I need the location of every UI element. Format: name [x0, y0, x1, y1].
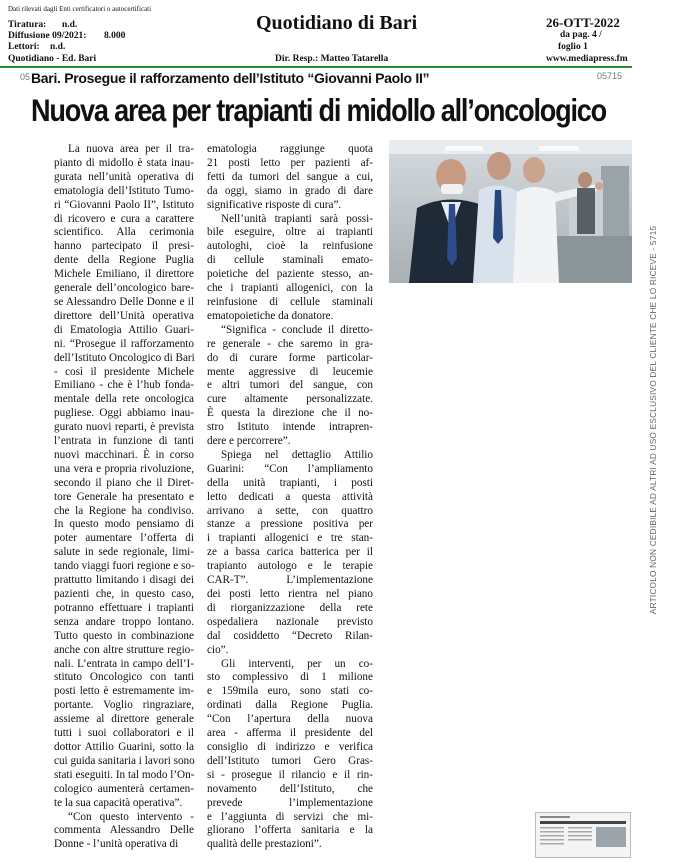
- article-line: 21 posti letto per pazienti af-: [207, 156, 373, 169]
- article-line: di ricovero e cura a carattere: [54, 212, 194, 225]
- article-line: mentale della rete oncologica: [54, 393, 194, 406]
- headline: Nuova area per trapianti di midollo all’oncologico: [31, 92, 607, 128]
- article-line: e altri tumori del sangue, con: [207, 379, 373, 392]
- article-line: cure altamente personalizzate.: [207, 393, 373, 406]
- article-line: hanno partecipato il presi-: [54, 240, 194, 253]
- article-line: Tutto questo in combinazione: [54, 629, 194, 642]
- article-photo: [389, 140, 632, 283]
- article-column-1: [54, 143, 194, 852]
- article-line: consiglio di indirizzo e verifica: [207, 740, 373, 753]
- article-line: tando viaggi fuori regione e so-: [54, 560, 195, 573]
- article-line: prattutto limitando i disagi dei: [54, 574, 194, 587]
- article-line: ordinati dalla Regione Puglia.: [207, 699, 373, 712]
- article-line: salute in sede regionale, limi-: [54, 546, 194, 559]
- diffusione-label: Diffusione 09/2021:: [8, 31, 87, 41]
- article-line: stati eseguiti. In tal modo l’On-: [54, 768, 195, 781]
- article-line: tutti i suoi collaboratori e il: [54, 727, 194, 740]
- article-line: CAR-T”. L’implementazione: [207, 574, 373, 587]
- article-line: stanze a pressione positiva per: [207, 518, 373, 531]
- article-line: autologhi, cioè la reinfusione: [207, 240, 373, 253]
- article-line: prevede l’implementazione: [207, 796, 373, 809]
- article-line: dere e percorrere”.: [207, 435, 291, 448]
- article-line: reinfusione di cellule staminali: [207, 295, 373, 308]
- article-line: l’entrata in funzione di tanti: [54, 435, 194, 448]
- code-right: 05715: [597, 71, 623, 81]
- article-line: re generale - che saremo in gra-: [207, 337, 373, 350]
- article-line: arrivano a sette, con quattro: [207, 504, 373, 517]
- source-note: Dati rilevati dagli Enti certificatori o autocertificati: [8, 5, 152, 13]
- page-number: da pag. 4 /: [560, 30, 602, 40]
- article-line: La nuova area per il tra-: [68, 143, 194, 155]
- article-line: trapianto autologo e le terapie: [207, 560, 373, 573]
- article-line: direttore dell’Unità operativa: [54, 309, 194, 322]
- lettori-value: n.d.: [50, 42, 66, 52]
- article-line: novamento dell’Istituto, che: [207, 782, 373, 795]
- tiratura-value: n.d.: [62, 20, 78, 30]
- article-line: dell’Istituto Oncologico di Bari: [54, 351, 195, 364]
- article-line: letto dedicati a questa attività: [207, 490, 373, 503]
- article-line: cologico aumenterà certamen-: [54, 782, 194, 795]
- article-line: gurato nuovi reparti, è prevista: [54, 421, 194, 434]
- director: Dir. Resp.: Matteo Tatarella: [275, 54, 389, 64]
- article-line: tore Generale ha presentato e: [54, 490, 194, 503]
- article-line: area - afferma il presidente del: [207, 727, 373, 740]
- article-line: Gli interventi, per un co-: [221, 657, 373, 670]
- article-line: scientifico. Alla cerimonia: [54, 226, 194, 239]
- article-line: dell’Istituto tumori Gero Gras-: [207, 754, 373, 767]
- article-line: fetti da tumori del sangue a cui,: [207, 170, 373, 183]
- side-copyright-text: ARTICOLO NON CEDIBILE AD ALTRI AD USO ESCLUSIVO DEL CLIENTE CHE LO RICEVE - 5715: [648, 225, 658, 615]
- article-line: di cellule staminali emato-: [207, 254, 373, 267]
- article-line: gurata nell’unità operativa di: [54, 170, 194, 183]
- article-line: “Significa - conclude il diretto-: [221, 323, 373, 336]
- article-line: potranno effettuare i trapianti: [54, 601, 194, 614]
- article-line: secondo il piano che il Diret-: [54, 476, 194, 489]
- tiratura-label: Tiratura:: [8, 20, 47, 30]
- article-line: che la Regione ha condiviso.: [54, 504, 194, 517]
- article-line: gliorano l’offerta sanitaria e la: [207, 824, 373, 837]
- article-line: anche con altre strutture regio-: [54, 643, 194, 656]
- article-line: dente della Regione Puglia: [54, 254, 194, 267]
- article-line: Guarini: “Con l’ampliamento: [207, 462, 373, 475]
- article-line: se Alessandro Delle Donne e il: [54, 295, 194, 308]
- edition-label: Quotidiano - Ed. Bari: [8, 54, 97, 64]
- article-line: posti letto è estremamente im-: [54, 685, 194, 698]
- article-line: qualità delle prestazioni”.: [207, 838, 322, 851]
- thumbnail-illustration: [536, 813, 630, 857]
- header-rule: [0, 66, 632, 68]
- article-line: poietiche del paziente stesso, an-: [207, 268, 373, 281]
- article-line: “Con questo intervento -: [68, 810, 194, 823]
- article-line: - così il presidente Michele: [54, 365, 194, 378]
- diffusione-value: 8.000: [104, 31, 126, 41]
- code-left: 05: [20, 72, 31, 82]
- article-line: e 159mila euro, sono stati co-: [207, 685, 373, 698]
- article-line: portante. Voglio ringraziare,: [54, 699, 194, 712]
- article-line: dal cosiddetto “Decreto Rilan-: [207, 629, 373, 642]
- side-copyright-note: [646, 150, 660, 690]
- article-line: ri “Giovanni Paolo II”, Istituto: [54, 198, 194, 211]
- article-line: ospedaliera nazionale previsto: [207, 615, 373, 628]
- article-line: si - prosegue il rilancio e il rin-: [207, 768, 373, 781]
- article-line: che i trapianti allogenici, con la: [207, 282, 373, 295]
- article-line: “Con l’apertura della nuova: [207, 713, 373, 726]
- lettori-label: Lettori:: [8, 42, 40, 52]
- article-line: cui guida sanitaria i lavori sono: [54, 754, 195, 767]
- article-line: ze a bassa carica batterica per il: [207, 546, 373, 559]
- page-thumbnail: [535, 812, 631, 858]
- article-column-2: [207, 143, 373, 852]
- article-line: Spiega nel dettaglio Attilio: [221, 448, 373, 461]
- article-line: pazienti che, in questo caso,: [54, 588, 194, 600]
- article-line: te la sua capacità operativa”.: [54, 796, 183, 809]
- article-line: Nell’unità trapianti sarà possi-: [221, 212, 373, 225]
- article-line: una vera e propria rivoluzione,: [54, 462, 194, 475]
- article-line: generale dell’oncologico bare-: [54, 282, 194, 295]
- article-line: nali. L’entrata in campo dell’I-: [54, 657, 194, 670]
- article-line: Donne - l’unità operativa di: [54, 838, 179, 851]
- article-line: Michele Emiliano, il direttore: [54, 268, 194, 281]
- article-line: Emiliano - che è l’hub fonda-: [54, 379, 194, 392]
- article-line: In questo modo pensiamo di: [54, 518, 194, 531]
- article-line: dei posti letto rientra nel piano: [207, 588, 373, 600]
- article-line: senza andare troppo lontano.: [54, 615, 194, 628]
- newspaper-name: Quotidiano di Bari: [256, 12, 418, 34]
- article-line: poter aumentare l’offerta di: [54, 532, 194, 545]
- kicker: Bari. Prosegue il rafforzamento dell’Istituto “Giovanni Paolo II”: [31, 70, 430, 86]
- article-line: do di curare forme particolar-: [207, 351, 373, 364]
- article-line: pianto di midollo è stata inau-: [54, 156, 194, 169]
- article-line: ematopoietiche da donatore.: [207, 309, 334, 322]
- sheet-number: foglio 1: [558, 42, 588, 52]
- article-line: pugliese. Oggi abbiamo inau-: [54, 407, 194, 420]
- article-line: mente aggressive di leucemie: [207, 365, 373, 378]
- article-line: È questa la direzione che il no-: [207, 407, 373, 420]
- article-line: ematologia raggiunge quota: [207, 143, 373, 155]
- article-line: sto complessivo di 1 milione: [207, 671, 373, 684]
- article-line: di Ematologia Attilio Guari-: [54, 323, 194, 336]
- article-line: commenta Alessandro Delle: [54, 824, 194, 837]
- article-line: assieme al direttore generale: [54, 713, 194, 726]
- date: 26-OTT-2022: [546, 15, 620, 30]
- article-line: ni. “Prosegue il rafforzamento: [54, 337, 194, 350]
- article-line: i trapianti allogenici e tre stan-: [207, 532, 373, 545]
- article-line: della unità trapianti, i posti: [207, 476, 373, 489]
- article-line: da oggi, siamo in grado di dare: [207, 184, 373, 197]
- photo-illustration: [389, 140, 632, 283]
- article-line: significative risposte di cura”.: [207, 198, 342, 211]
- article-line: cio”.: [207, 643, 229, 656]
- article-line: bile eseguire, oltre ai trapianti: [207, 226, 373, 239]
- article-line: ematologia dell’Istituto Tumo-: [54, 184, 194, 197]
- article-line: di riorganizzazione della rete: [207, 601, 373, 614]
- article-line: stro Istituto intende intrapren-: [207, 421, 373, 434]
- article-line: nuovi macchinari. È in corso: [54, 448, 194, 461]
- website: www.mediapress.fm: [546, 54, 628, 64]
- article-line: e l’aggiunta di servizi che mi-: [207, 810, 373, 823]
- article-line: stituto Oncologico con tanti: [54, 671, 194, 684]
- article-line: dottor Attilio Guarini, sotto la: [54, 740, 194, 753]
